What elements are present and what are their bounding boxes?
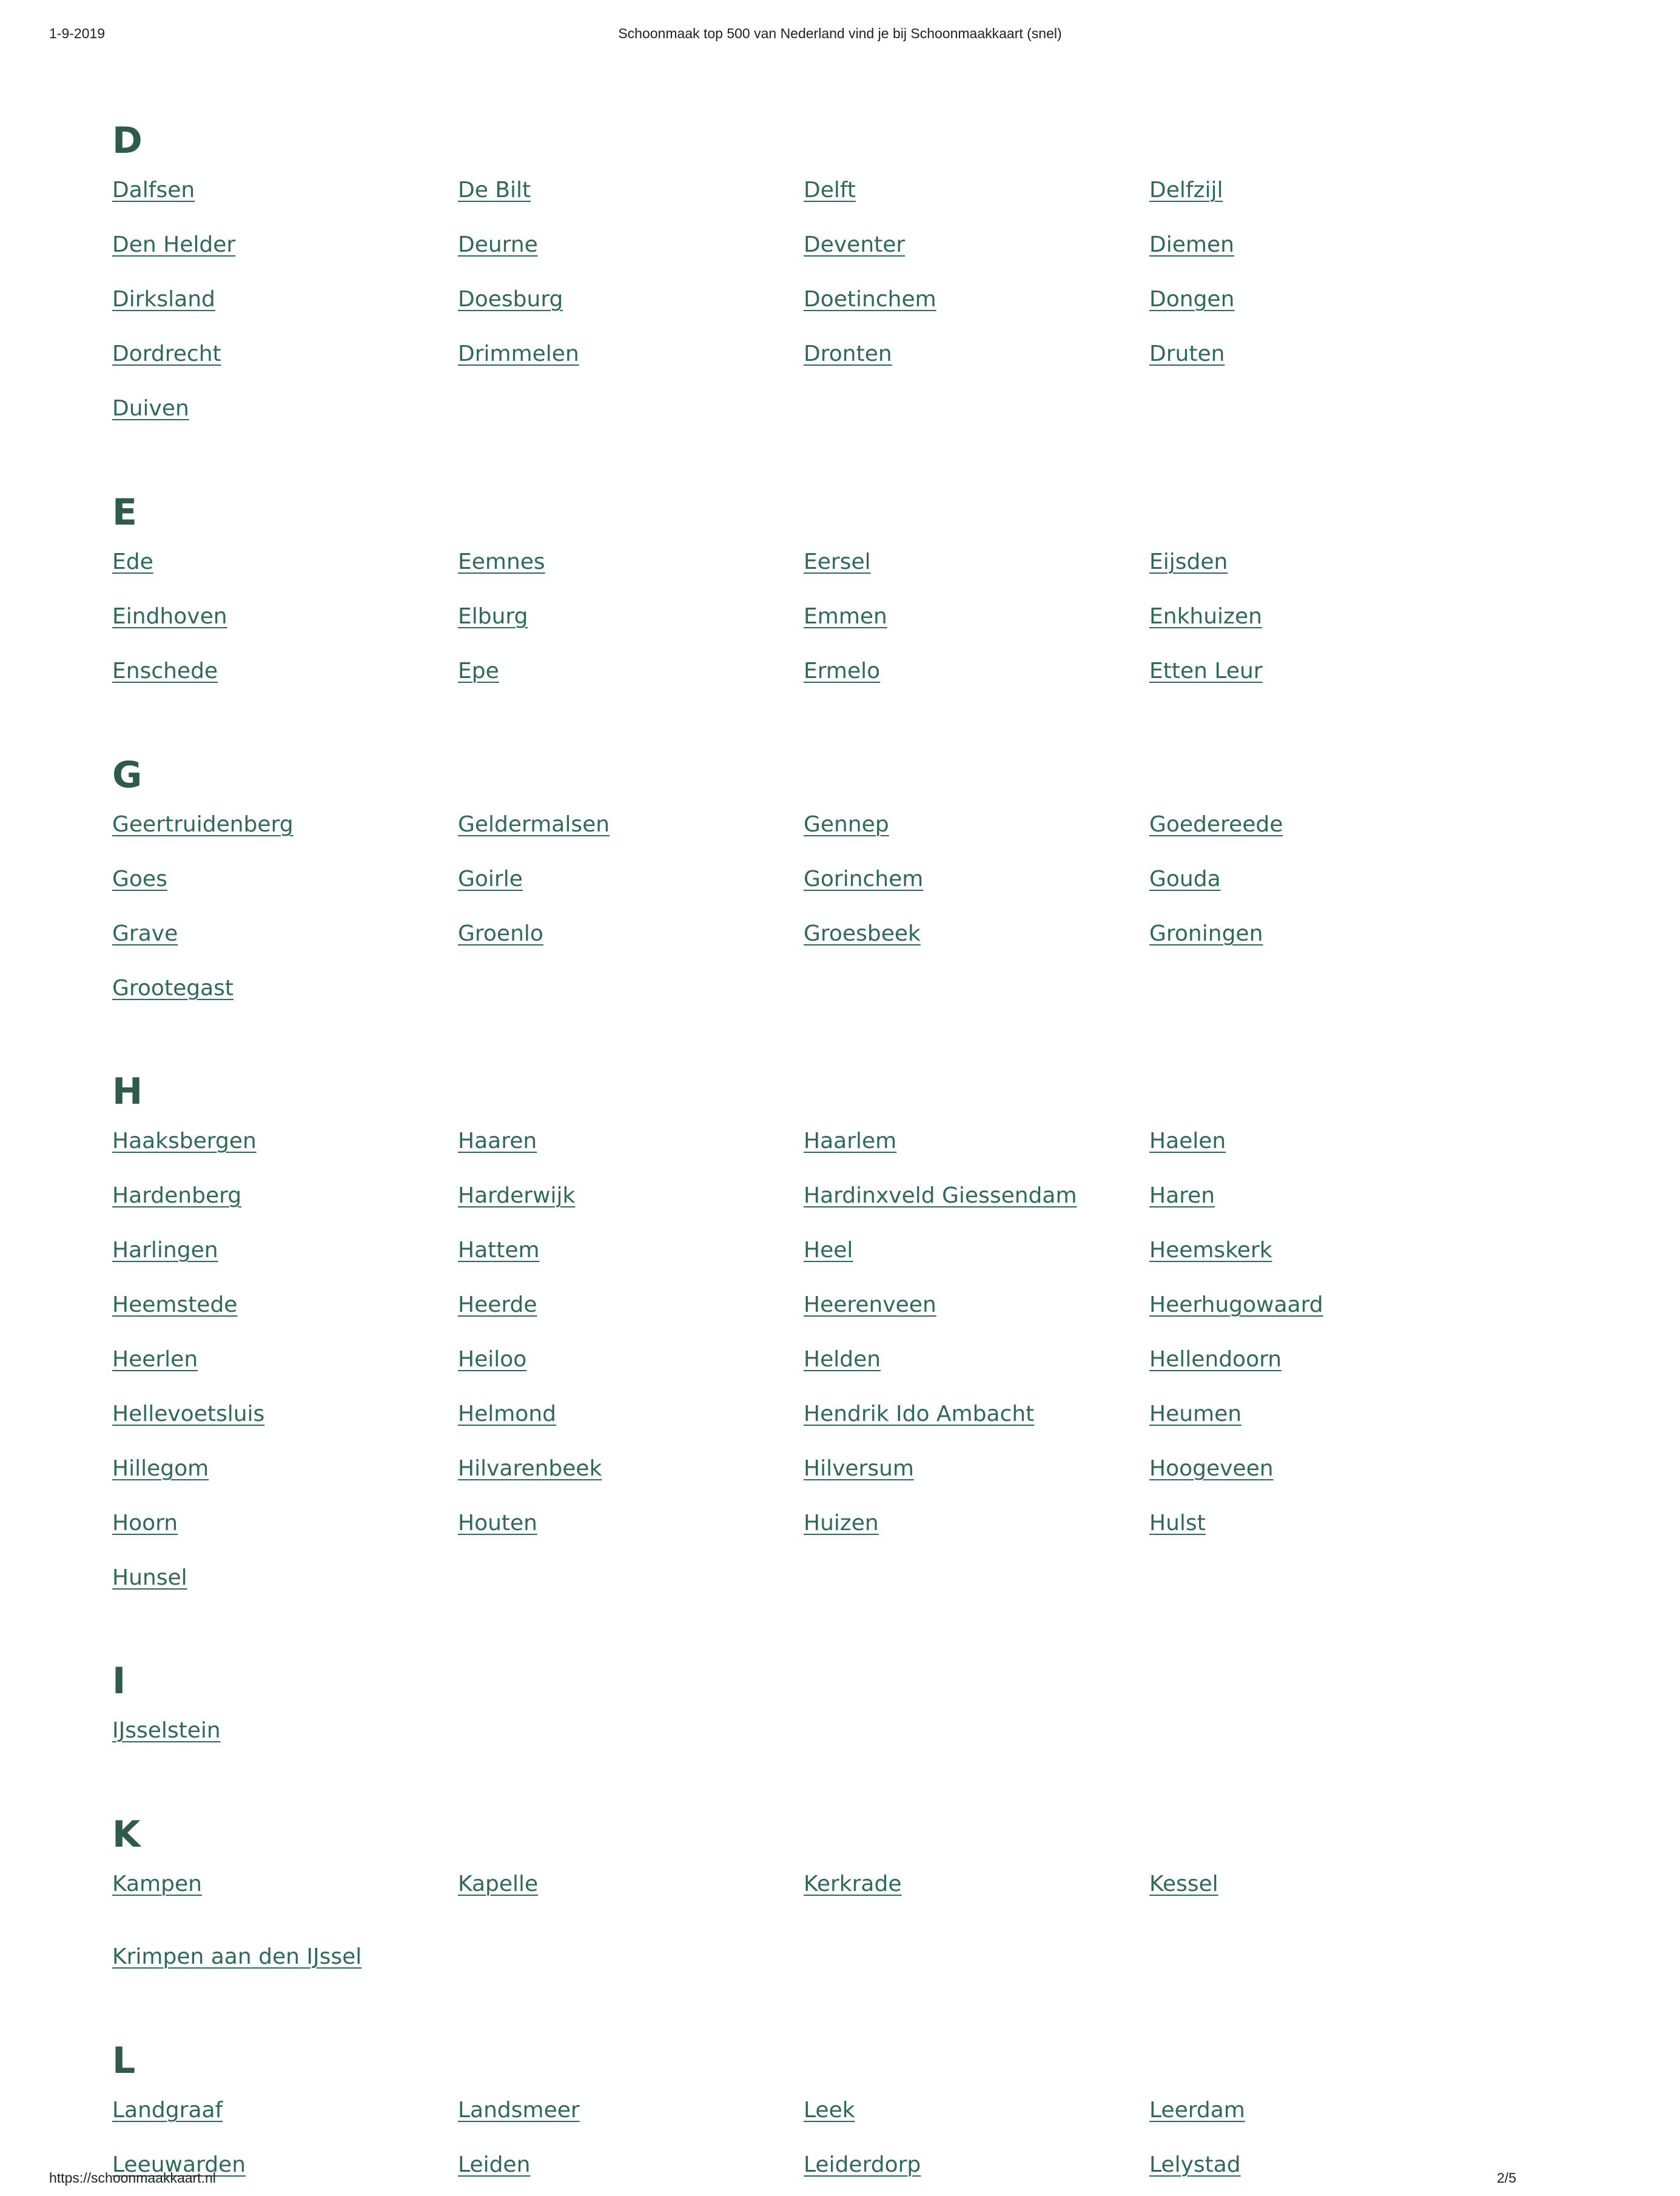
city-link[interactable]: Grootegast [112, 976, 234, 1001]
city-link[interactable]: Dirksland [112, 287, 215, 312]
section-l [112, 2040, 1507, 2188]
city-link[interactable]: IJsselstein [112, 1718, 221, 1743]
city-link[interactable]: Heerlen [112, 1347, 198, 1372]
city-link[interactable]: Goes [112, 867, 167, 891]
page-number: 2/5 [1497, 2170, 1516, 2186]
city-link[interactable]: Hellendoorn [1149, 1347, 1282, 1372]
city-link[interactable]: Ede [112, 549, 153, 574]
city-link[interactable]: Groningen [1149, 921, 1263, 946]
city-link[interactable]: Leiden [458, 2152, 531, 2177]
section-letter: K [112, 1813, 141, 1856]
section-g [112, 754, 1507, 1012]
city-link[interactable]: Grave [112, 921, 178, 946]
city-link[interactable]: Hoogeveen [1149, 1456, 1274, 1481]
city-link[interactable]: Eersel [804, 549, 871, 574]
city-link[interactable]: Leerdam [1149, 2098, 1245, 2123]
city-link[interactable]: Enschede [112, 659, 218, 683]
city-link[interactable]: Heemstede [112, 1292, 238, 1317]
city-link[interactable]: Haarlem [804, 1129, 897, 1153]
city-link[interactable]: Harlingen [112, 1238, 218, 1263]
city-link[interactable]: Harderwijk [458, 1183, 576, 1208]
city-link[interactable]: Epe [458, 659, 499, 683]
city-link[interactable]: Hoorn [112, 1511, 178, 1536]
city-link[interactable]: Kapelle [458, 1872, 539, 1896]
city-link[interactable]: Goedereede [1149, 812, 1283, 837]
city-link[interactable]: Haren [1149, 1183, 1215, 1208]
city-link[interactable]: Lelystad [1149, 2152, 1241, 2177]
city-link[interactable]: Kessel [1149, 1872, 1218, 1896]
city-link[interactable]: Doesburg [458, 287, 563, 312]
print-url: https://schoonmaakkaart.nl [49, 2170, 216, 2186]
city-link[interactable]: Hellevoetsluis [112, 1402, 265, 1426]
city-link[interactable]: Kerkrade [804, 1872, 902, 1896]
city-link[interactable]: Dordrecht [112, 341, 221, 366]
city-link[interactable]: Druten [1149, 341, 1225, 366]
city-link[interactable]: Leiderdorp [804, 2152, 921, 2177]
city-link[interactable]: Haaren [458, 1129, 537, 1153]
city-link[interactable]: De Bilt [458, 178, 531, 203]
section-letter: D [112, 119, 143, 162]
city-link[interactable]: Houten [458, 1511, 537, 1536]
section-e [112, 491, 1507, 694]
city-link[interactable]: Elburg [458, 604, 528, 629]
city-link[interactable]: Dongen [1149, 287, 1235, 312]
city-link[interactable]: Landsmeer [458, 2098, 580, 2123]
city-link[interactable]: Gennep [804, 812, 889, 837]
section-letter: H [112, 1070, 143, 1113]
city-link[interactable]: Heerde [458, 1292, 537, 1317]
section-k [112, 1813, 1507, 1980]
city-link[interactable]: Goirle [458, 867, 523, 891]
section-letter: E [112, 491, 137, 534]
section-d [112, 119, 1507, 432]
city-link[interactable]: Haelen [1149, 1129, 1226, 1153]
city-link[interactable]: Drimmelen [458, 341, 579, 366]
city-link[interactable]: Hunsel [112, 1565, 187, 1590]
city-link[interactable]: Kampen [112, 1872, 202, 1896]
city-link[interactable]: Gouda [1149, 867, 1221, 891]
city-link[interactable]: Hardenberg [112, 1183, 242, 1208]
city-link[interactable]: Heerenveen [804, 1292, 936, 1317]
city-link[interactable]: Helmond [458, 1402, 556, 1426]
city-link[interactable]: Leeuwarden [112, 2152, 246, 2177]
city-link[interactable]: Leek [804, 2098, 855, 2123]
city-link[interactable]: Eemnes [458, 549, 545, 574]
city-link[interactable]: Enkhuizen [1149, 604, 1262, 629]
city-link[interactable]: Hillegom [112, 1456, 209, 1481]
city-link[interactable]: Hilversum [804, 1456, 914, 1481]
city-link[interactable]: Huizen [804, 1511, 879, 1536]
city-link[interactable]: Gorinchem [804, 867, 924, 891]
city-link[interactable]: Eindhoven [112, 604, 227, 629]
city-link[interactable]: Hardinxveld Giessendam [804, 1183, 1077, 1208]
city-link[interactable]: Hattem [458, 1238, 540, 1263]
city-link[interactable]: Heemskerk [1149, 1238, 1272, 1263]
city-link[interactable]: Etten Leur [1149, 659, 1263, 683]
city-link[interactable]: Groesbeek [804, 921, 921, 946]
print-title: Schoonmaak top 500 van Nederland vind je bij Schoonmaakkaart (snel) [618, 25, 1062, 41]
city-link[interactable]: Krimpen aan den IJssel [112, 1944, 362, 1969]
city-link[interactable]: Delfzijl [1149, 178, 1223, 203]
city-link[interactable]: Ermelo [804, 659, 881, 683]
city-link[interactable]: Geldermalsen [458, 812, 610, 837]
city-link[interactable]: Dalfsen [112, 178, 195, 203]
city-link[interactable]: Hilvarenbeek [458, 1456, 602, 1481]
city-link[interactable]: Heumen [1149, 1402, 1242, 1426]
city-link[interactable]: Heiloo [458, 1347, 527, 1372]
city-link[interactable]: Dronten [804, 341, 892, 366]
city-link[interactable]: Heel [804, 1238, 853, 1263]
city-link[interactable]: Doetinchem [804, 287, 936, 312]
city-link[interactable]: Haaksbergen [112, 1129, 257, 1153]
city-link[interactable]: Diemen [1149, 232, 1234, 257]
city-link[interactable]: Emmen [804, 604, 887, 629]
print-date: 1-9-2019 [49, 25, 106, 41]
city-link[interactable]: Hulst [1149, 1511, 1206, 1536]
section-letter: L [112, 2040, 136, 2082]
city-link[interactable]: Heerhugowaard [1149, 1292, 1323, 1317]
city-index [112, 0, 1507, 2177]
city-link[interactable]: Landgraaf [112, 2098, 223, 2123]
city-link[interactable]: Helden [804, 1347, 881, 1372]
section-letter: G [112, 754, 143, 796]
city-link[interactable]: Geertruidenberg [112, 812, 294, 837]
section-i [112, 1660, 1507, 1754]
city-link[interactable]: Duiven [112, 396, 189, 421]
city-link[interactable]: Hendrik Ido Ambacht [804, 1402, 1035, 1426]
city-link[interactable]: Delft [804, 178, 856, 203]
section-letter: I [112, 1660, 126, 1702]
city-link[interactable]: Eijsden [1149, 549, 1228, 574]
city-link[interactable]: Den Helder [112, 232, 236, 257]
section-h [112, 1070, 1507, 1601]
city-link[interactable]: Deventer [804, 232, 906, 257]
city-link[interactable]: Deurne [458, 232, 538, 257]
city-link[interactable]: Groenlo [458, 921, 543, 946]
